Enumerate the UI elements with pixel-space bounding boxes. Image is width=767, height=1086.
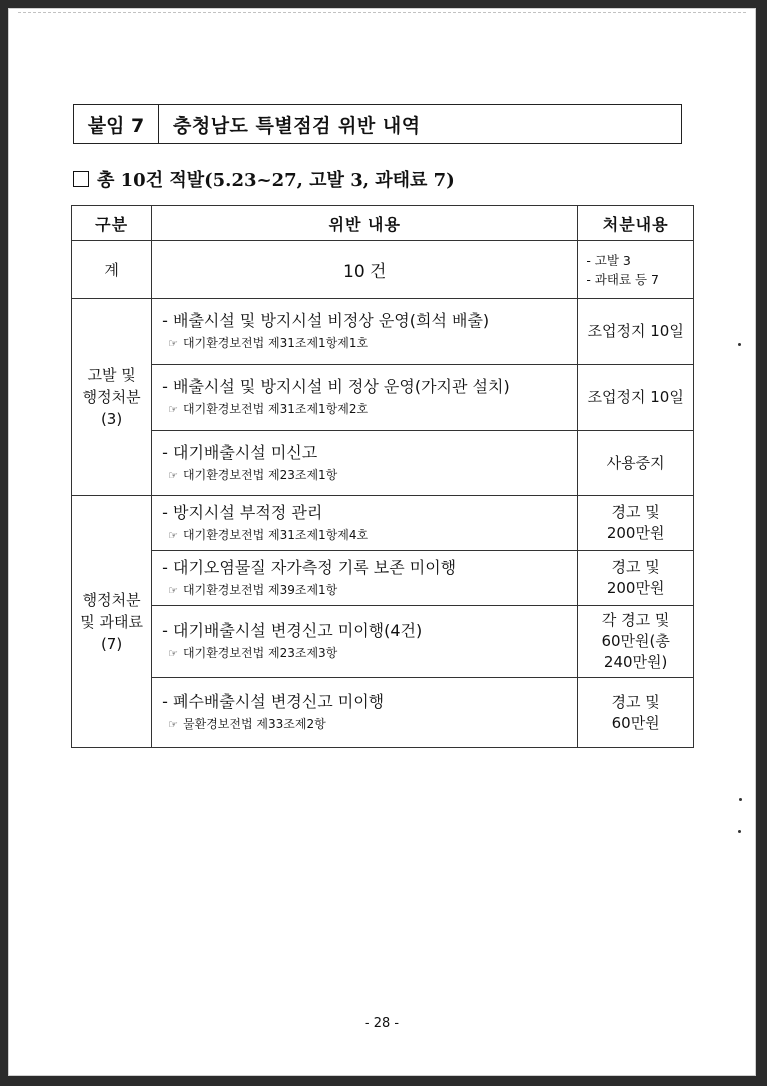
action-line: 경고 및	[611, 692, 660, 711]
attachment-title: 충청남도 특별점검 위반 내역	[173, 114, 421, 137]
total-actions	[578, 241, 694, 299]
summary-text: 총 10건 적발(5.23~27, 고발 3, 과태료 7)	[97, 170, 455, 191]
table-row	[72, 551, 694, 606]
action-cell	[578, 431, 694, 496]
total-row	[72, 241, 694, 299]
violation-cell	[152, 551, 578, 606]
violation-title: - 대기오염물질 자가측정 기록 보존 미이행	[162, 557, 457, 577]
page-number: - 28 -	[364, 1016, 400, 1031]
violation-cell	[152, 431, 578, 496]
pointing-hand-icon: ☞	[168, 647, 179, 660]
action-cell	[578, 496, 694, 551]
violation-title: - 방지시설 부적정 관리	[162, 502, 323, 522]
pointing-hand-icon: ☞	[168, 718, 179, 731]
total-count: 10 건	[152, 241, 578, 299]
law-text: 대기환경보전법 제39조제1항	[183, 582, 338, 597]
action-cell	[578, 365, 694, 431]
law-text: 대기환경보전법 제31조제1항제2호	[183, 402, 369, 416]
header-category: 구분	[72, 206, 152, 241]
law-reference	[162, 526, 577, 545]
law-reference	[162, 400, 577, 419]
category-line: 고발 및	[87, 366, 136, 384]
scan-speck	[739, 798, 742, 801]
attachment-label: 붙임 7	[74, 105, 159, 143]
header-violation: 위반 내용	[152, 206, 578, 241]
violation-cell	[152, 678, 578, 748]
checkbox-icon	[73, 171, 89, 187]
pointing-hand-icon: ☞	[168, 528, 179, 542]
action-cell	[578, 299, 694, 365]
action-line: 200만원	[606, 579, 665, 597]
law-reference	[162, 466, 577, 485]
table-header-row	[72, 206, 694, 241]
table-row	[72, 678, 694, 748]
category-line: (7)	[100, 634, 123, 653]
action-line: 각 경고 및	[601, 611, 670, 629]
action-cell	[578, 606, 694, 678]
law-reference	[162, 715, 577, 734]
violation-title: - 대기배출시설 변경신고 미이행(4건)	[162, 621, 423, 640]
total-category: 계	[72, 241, 152, 299]
violation-table	[71, 205, 694, 748]
category-line: 행정처분	[82, 590, 141, 609]
action-line: 조업정지 10일	[587, 322, 684, 340]
table-row	[72, 365, 694, 431]
law-text: 물환경보전법 제33조제2항	[183, 717, 326, 731]
violation-cell	[152, 365, 578, 431]
law-text: 대기환경보전법 제23조제3항	[183, 646, 338, 660]
group-category	[72, 496, 152, 748]
action-line: 경고 및	[611, 558, 660, 576]
table-row	[72, 299, 694, 365]
scan-speck	[738, 343, 741, 346]
action-cell	[578, 551, 694, 606]
pointing-hand-icon: ☞	[168, 468, 179, 482]
pointing-hand-icon: ☞	[168, 583, 179, 597]
scan-artifact-line	[18, 12, 746, 13]
action-cell	[578, 678, 694, 748]
violation-cell	[152, 606, 578, 678]
table-row	[72, 431, 694, 496]
action-line: 60만원	[611, 713, 660, 732]
table-row	[72, 606, 694, 678]
violation-title: - 대기배출시설 미신고	[162, 442, 318, 462]
attachment-header	[73, 104, 682, 144]
group-category	[72, 299, 152, 496]
header-action: 처분내용	[578, 206, 694, 241]
action-line: 60만원(총	[601, 632, 670, 650]
violation-cell	[152, 299, 578, 365]
total-action-line: - 과태료 등 7	[586, 271, 659, 287]
law-text: 대기환경보전법 제31조제1항제4호	[183, 527, 369, 542]
action-line: 사용중지	[606, 453, 665, 472]
violation-title: - 배출시설 및 방지시설 비정상 운영(희석 배출)	[162, 311, 490, 330]
table-row	[72, 496, 694, 551]
law-text: 대기환경보전법 제31조제1항제1호	[183, 336, 369, 350]
law-reference	[162, 644, 577, 663]
action-line: 200만원	[606, 524, 665, 542]
action-line: 240만원)	[603, 653, 668, 671]
category-line: 행정처분	[82, 388, 141, 406]
law-reference	[162, 581, 577, 600]
violation-title: - 배출시설 및 방지시설 비 정상 운영(가지관 설치)	[162, 377, 510, 396]
category-line: (3)	[100, 410, 123, 428]
document-page	[8, 8, 756, 1076]
pointing-hand-icon: ☞	[168, 403, 179, 416]
law-text: 대기환경보전법 제23조제1항	[183, 467, 338, 482]
law-reference	[162, 334, 577, 353]
scan-speck	[738, 830, 741, 833]
violation-cell	[152, 496, 578, 551]
action-line: 경고 및	[611, 503, 660, 521]
total-action-line: - 고발 3	[586, 252, 631, 268]
summary-line	[73, 166, 455, 192]
action-line: 조업정지 10일	[587, 388, 684, 406]
violation-title: - 폐수배출시설 변경신고 미이행	[162, 692, 385, 711]
pointing-hand-icon: ☞	[168, 337, 179, 350]
category-line: 및 과태료	[80, 612, 143, 631]
